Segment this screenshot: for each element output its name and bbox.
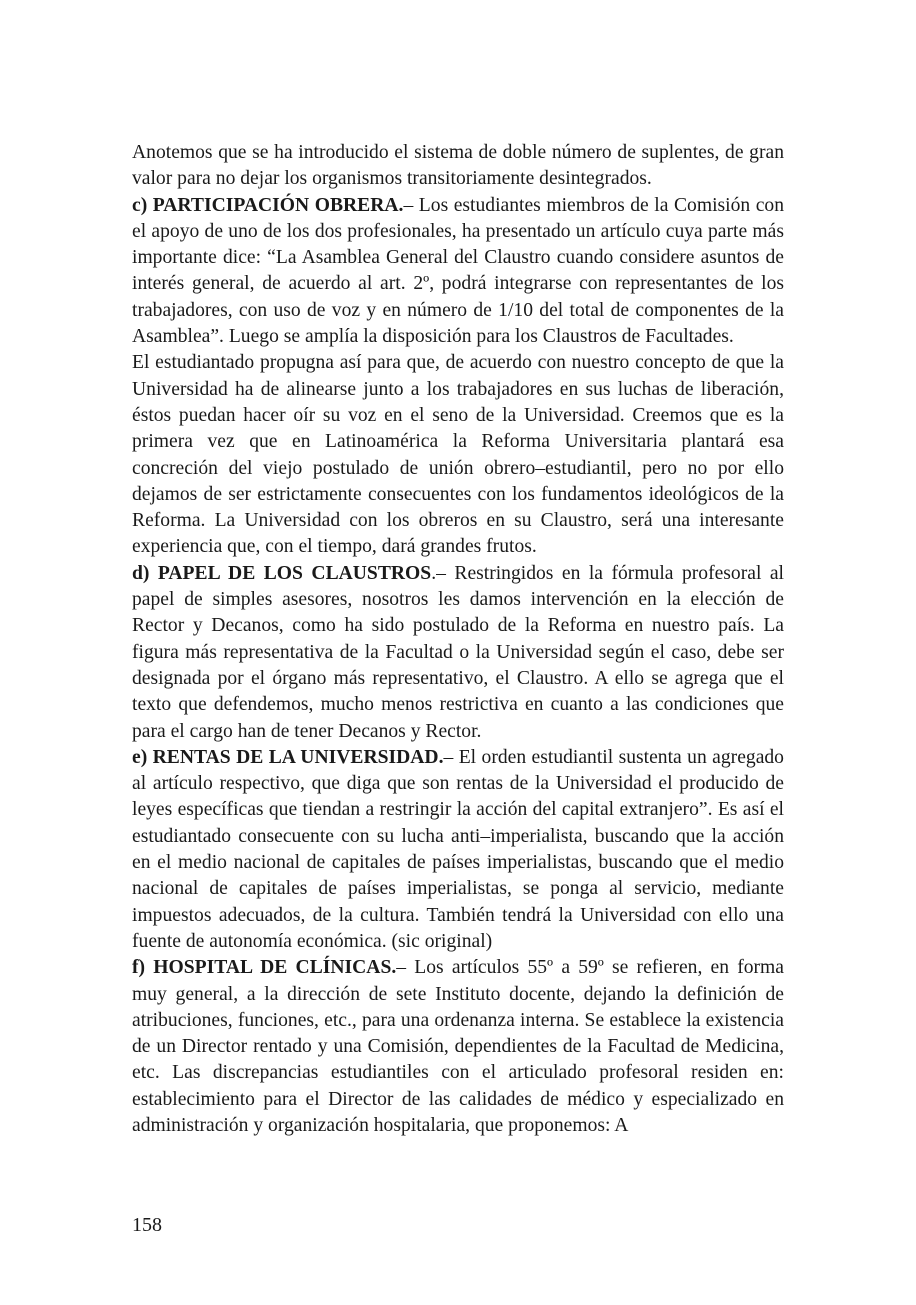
section-heading: f) HOSPITAL DE CLÍNICAS. xyxy=(132,957,397,979)
paragraph xyxy=(132,350,784,560)
paragraph xyxy=(132,955,784,1139)
paragraph-text: .– Restringidos en la fórmula profesoral al papel de simples asesores, nosotros les damos intervención en la elección de Rector y Decanos, como ha sido postulado de la Reforma en nuestro país. La figura más representativa de la Facultad o la Universidad según el caso, debe ser designada por el órgano más representativo, el Claustro. A ello se agrega que el texto que defendemos, mucho menos restrictiva en cuanto a las condiciones que para el cargo han de tener Decanos y Rector. xyxy=(132,562,785,742)
paragraph xyxy=(132,193,784,351)
section-heading: d) PAPEL DE LOS CLAUSTROS xyxy=(132,562,432,584)
paragraph-text: – Los artículos 55º a 59º se refieren, en forma muy general, a la dirección de sete Instituto docente, dejando la definición de atribuciones, funciones, etc., para una ordenanza interna. Se establece la existencia de un Director rentado y una Comisión, dependientes de la Facultad de Medicina, etc. Las discrepancias estudiantiles con el articulado profesoral residen en: establecimiento para el Director de las calidades de médico y especializado en administración y organización hospitalaria, que proponemos: A xyxy=(132,957,784,1136)
paragraph-text: – El orden estudiantil sustenta un agregado al artículo respectivo, que diga que son rentas de la Universidad el producido de leyes específicas que tiendan a restringir la acción del capital extranjero”. Es así el estudiantado consecuente con su lucha anti–imperialista, buscando que la acción en el medio nacional de capitales de países imperialistas, buscando que el medio nacional de capitales de países imperialistas, se ponga al servicio, mediante impuestos adecuados, de la cultura. También tendrá la Universidad con ello una fuente de autonomía económica. (sic original) xyxy=(132,746,784,952)
paragraph xyxy=(132,745,784,955)
paragraph-text: – Los estudiantes miembros de la Comisión con el apoyo de uno de los dos profesionales, ha presentado un artículo cuya parte más importante dice: “La Asamblea General del Claustro cuando considere asuntos de interés general, de acuerdo al art. 2º, podrá integrarse con representantes de los trabajadores, con uso de voz y en número de 1/10 del total de componentes de la Asamblea”. Luego se amplía la disposición para los Claustros de Facultades. xyxy=(132,194,785,348)
paragraph-text: Anotemos que se ha introducido el sistema de doble número de suplentes, de gran valor para no dejar los organismos transitoriamente desintegrados. xyxy=(132,142,784,190)
section-heading: e) RENTAS DE LA UNIVERSIDAD. xyxy=(132,746,444,768)
paragraph-text: El estudiantado propugna así para que, de acuerdo con nuestro concepto de que la Universidad ha de alinearse junto a los trabajadores en sus luchas de liberación, éstos puedan hacer oír su voz en el seno de la Universidad. Creemos que es la primera vez que en Latinoamérica la Reforma Universitaria plantará esa concreción del viejo postulado de unión obrero–estudiantil, pero no por ello dejamos de ser estrictamente consecuentes con los fundamentos ideológicos de la Reforma. La Universidad con los obreros en su Claustro, será una interesante experiencia que, con el tiempo, dará grandes frutos. xyxy=(132,352,784,558)
section-heading: c) PARTICIPACIÓN OBRERA. xyxy=(132,194,404,216)
paragraph xyxy=(132,561,784,745)
paragraph xyxy=(132,140,784,193)
body-text xyxy=(132,140,784,1139)
page-number: 158 xyxy=(132,1214,162,1236)
